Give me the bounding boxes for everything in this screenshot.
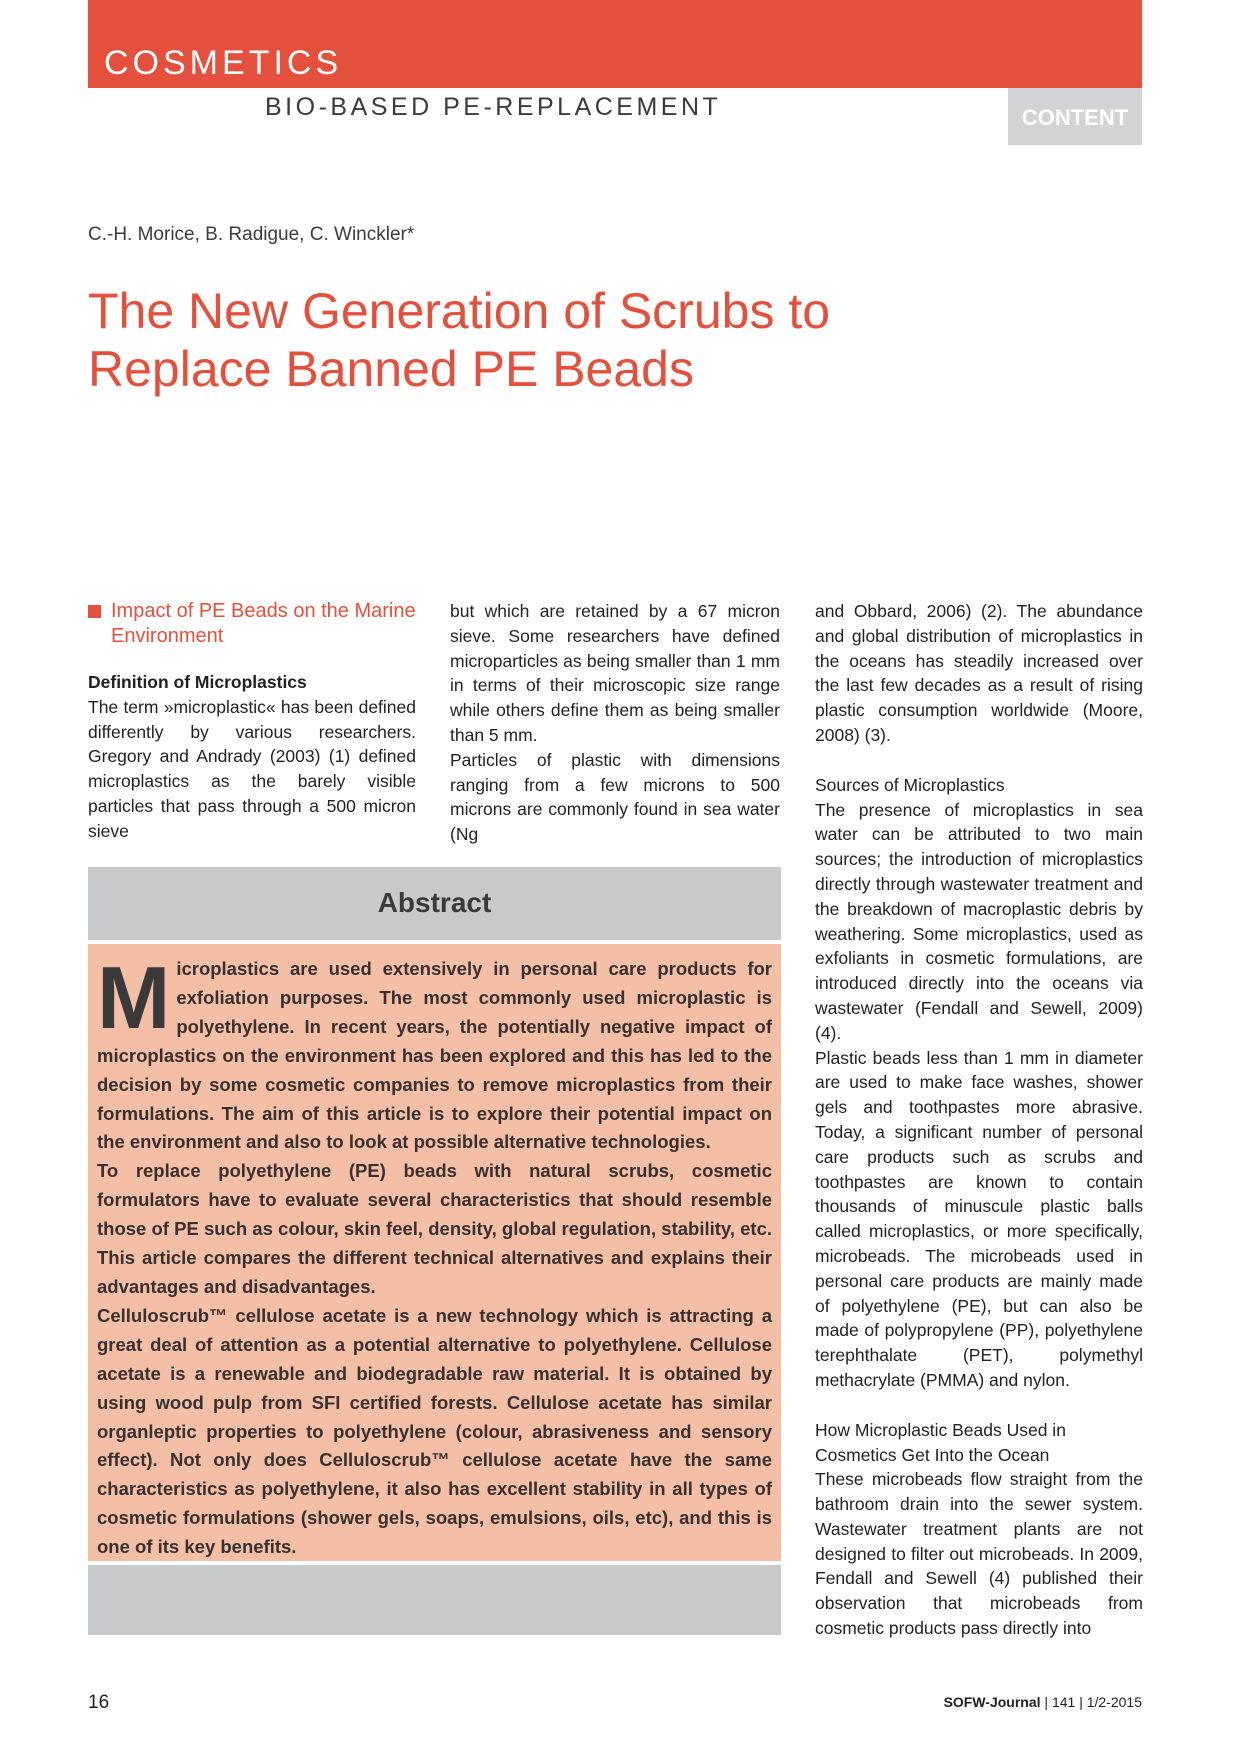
section-label: COSMETICS	[104, 44, 343, 82]
page-number: 16	[88, 1692, 110, 1713]
article-title	[88, 282, 988, 398]
paragraph: Plastic beads less than 1 mm in diameter are used to make face washes, shower gels and toothpastes more abrasive. Today, a significant number of personal care products such as scrubs and toothpastes are known to contain thousands of minuscule plastic balls called microplastics, or more specifically, microbeads. The microbeads used in personal care products are mainly made of polyethylene (PE), but can also be made of polypropylene (PP), polyethylene terephthalate (PET), polymethyl methacrylate (PMMA) and nylon.	[815, 1047, 1143, 1390]
abstract-paragraph: Celluloscrub™ cellulose acetate is a new technology which is attracting a great deal of attention as a potential alternative to polyethylene. Cellulose acetate is a renewable and biodegradable raw material. It is obtained by using wood pulp from SFI certified forests. Cellulose acetate has similar organleptic properties to polyethylene (colour, abrasiveness and sensory effect). Not only does Celluloscrub™ cellulose acetate have the same characteristics as polyethylene, it also has excellent stability in all types of cosmetic formulations (shower gels, soaps, emulsions, oils, etc), and this is one of its key benefits.	[97, 1304, 772, 1558]
article-authors: C.-H. Morice, B. Radigue, C. Winckler*	[88, 224, 415, 245]
paragraph: The term »microplastic« has been defined differently by various researchers. Gregory and Andrady (2003) (1) defined microplastics as the barely visible particles that pass through a 500 micron sieve	[88, 696, 416, 841]
column-1	[88, 599, 416, 844]
square-bullet-icon	[88, 605, 101, 618]
content-tab-button[interactable]: CONTENT	[1008, 88, 1142, 145]
abstract-paragraph: Microplastics are used extensively in personal care products for exfoliation purposes. The most commonly used microplastic is polyethylene. In recent years, the potentially negative impact of microplastics on the environment has been explored and this has led to the decision by some cosmetic companies to remove microplastics from their formulations. The aim of this article is to explore their potential impact on the environment and also to look at possible alternative technologies.	[97, 948, 772, 1153]
title-line-1: The New Generation of Scrubs to	[88, 283, 831, 339]
paragraph: The presence of microplastics in sea water can be attributed to two main sources; the introduction of microplastics directly through wastewater treatment and the breakdown of macroplastic debris by weathering. Some microplastics, used as exfoliants in cosmetic formulations, are introduced directly into the oceans via wastewater (Fendall and Sewell, 2009) (4).	[815, 799, 1143, 1043]
paragraph: but which are retained by a 67 micron sieve. Some researchers have defined microparticles as being smaller than 1 mm in terms of their microscopic size range while others define them as being smaller than 5 mm.	[450, 601, 780, 745]
subsection-label: BIO-BASED PE-REPLACEMENT	[265, 93, 722, 121]
subheading-sources: Sources of Microplastics	[815, 774, 1005, 795]
journal-info	[944, 1694, 1142, 1710]
paragraph: Particles of plastic with dimensions ranging from a few microns to 500 microns are commonly found in sea water (Ng	[450, 749, 780, 845]
abstract-footer-bar	[88, 1565, 781, 1635]
section-heading-text: Impact of PE Beads on the Marine Environment	[111, 600, 416, 647]
subheading-ocean: How Microplastic Beads Used in Cosmetics Get Into the Ocean	[815, 1419, 1066, 1465]
abstract-title: Abstract	[377, 887, 492, 918]
drop-cap: M	[97, 948, 171, 1047]
journal-name: SOFW-Journal	[943, 1694, 1041, 1710]
paragraph: and Obbard, 2006) (2). The abundance and global distribution of microplastics in the oceans has steadily increased over the last few decades as a result of rising plastic consumption worldwide (Moore, 2008) (3).	[815, 601, 1143, 745]
column-3	[815, 599, 1143, 1641]
subheading-definition: Definition of Microplastics	[88, 672, 307, 692]
abstract-paragraph: To replace polyethylene (PE) beads with natural scrubs, cosmetic formulators have to evaluate several characteristics that should resemble those of PE such as colour, skin feel, density, global regulation, stability, etc. This article compares the different technical alternatives and explains their advantages and disadvantages.	[97, 1160, 772, 1297]
abstract-text	[97, 948, 772, 1562]
journal-issue: | 141 | 1/2-2015	[1040, 1694, 1142, 1710]
section-heading	[88, 599, 416, 649]
title-line-2: Replace Banned PE Beads	[88, 341, 694, 397]
column-2	[450, 599, 780, 847]
paragraph: These microbeads flow straight from the bathroom drain into the sewer system. Wastewater treatment plants are not designed to filter out microbeads. In 2009, Fendall and Sewell (4) published their observation that microbeads from cosmetic products pass directly into	[815, 1469, 1143, 1639]
